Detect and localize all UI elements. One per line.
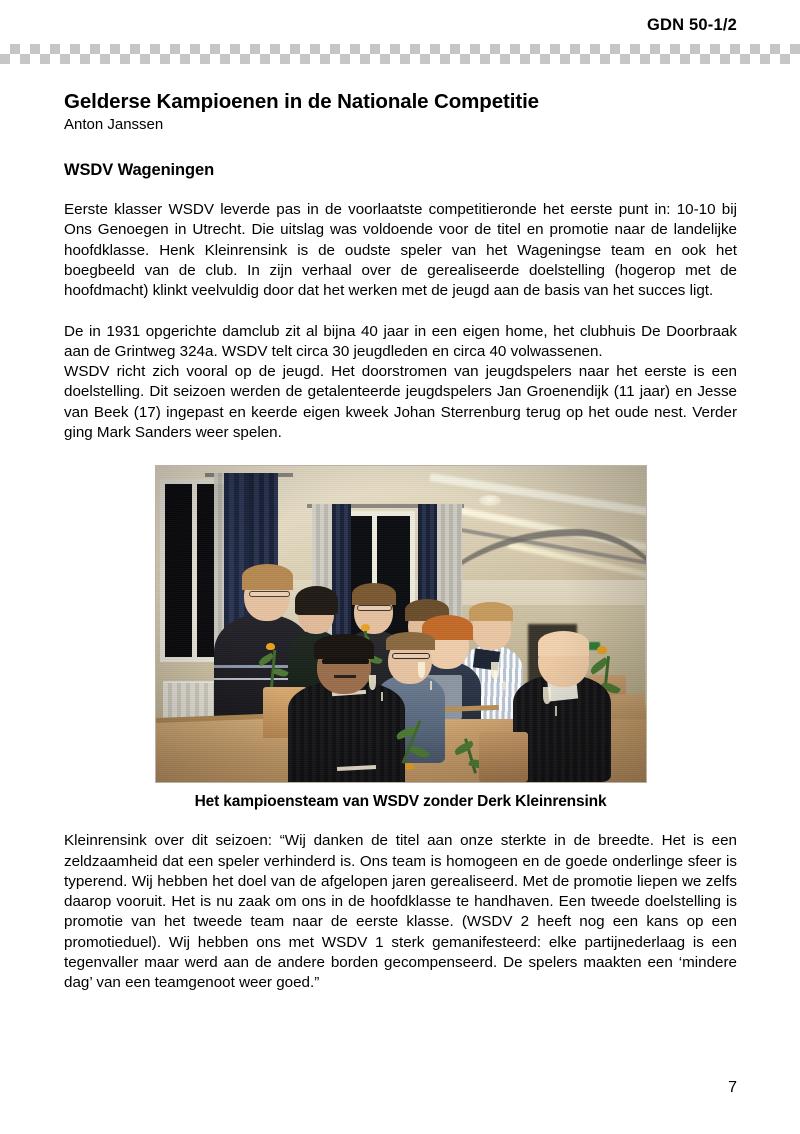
bouquet-1-flower	[266, 643, 275, 650]
person-back-3-hair	[352, 583, 396, 605]
page-header	[0, 0, 800, 68]
person-front-1-hair	[314, 634, 374, 659]
person-front-1-moustache	[334, 675, 356, 678]
person-back-1-glasses	[249, 591, 290, 597]
person-front-1-glasses	[322, 659, 369, 664]
champagne-glass-1	[418, 662, 425, 678]
champagne-glass-3	[543, 687, 551, 704]
champagne-glass-3-stem	[555, 706, 557, 716]
chair-front	[479, 732, 528, 783]
champagne-glass-4	[369, 675, 376, 690]
paragraph-2: De in 1931 opgerichte damclub zit al bijna 40 jaar in een eigen home, het clubhuis De Doorbraak aan de Grintweg 324a. WSDV telt circa 30 jeugdleden en circa 40 volwassenen.	[64, 322, 737, 360]
section-heading: WSDV Wageningen	[64, 161, 215, 180]
running-header-title: GDN 50-1/2	[646, 16, 737, 34]
article-author: Anton Janssen	[64, 116, 164, 134]
article-content	[64, 90, 737, 994]
curtain-navy-middle-a	[332, 504, 352, 649]
person-back-1-hair	[242, 564, 293, 589]
paragraph-4: Kleinrensink over dit seizoen: “Wij danken de titel aan onze sterkte in de breedte. Het is een zeldzaamheid dat een speler verhinderd is. Ons team is homogeen en de goede onderlinge sfeer is typerend. Wij hebben het doel van de afgelopen jaren gerealiseerd. Met de promotie liepen we zelfs daarop vooruit. Het is nu zaak om ons in de hoofdklasse te handhaven. Een tweede doelstelling is promotie van het tweede team naar de eerste klasse. (WSDV 2 heeft nog een kans op een promotieduel). Wij hebben ons met WSDV 1 sterk gemanifesteerd: elke partijnederlaag is een tegenvaller maar werd aan de andere borden gecompenseerd. De spelers maakten een ‘mindere dag’ van een teamgenoot weer goed.”	[64, 832, 737, 992]
person-front-3-scalp	[538, 631, 589, 656]
ceiling-dome-lamp	[479, 495, 501, 506]
champagne-glass-4-stem	[381, 692, 383, 701]
paragraph-1: Eerste klasser WSDV leverde pas in de voorlaatste competitieronde het eerste punt in: 10-10 bij Ons Genoegen in Utrecht. Die uitslag was voldoende voor de titel en promotie naar de landelijke hoofdklasse. Henk Kleinrensink is de oudste speler van het Wageningse team en ook het boegbeeld van de club. In zijn verhaal over de gerealiseerde doelstelling (hogerop met de hoofdmacht) klinkt veelvuldig door dat het werken met de jeugd aan de basis van het succes ligt.	[64, 201, 737, 300]
paragraph-3: WSDV richt zich vooral op de jeugd. Het doorstromen van jeugdspelers naar het eerste is een doelstelling. Dit seizoen werden de getalenteerde jeugdspelers Jan Groenendijk (11 jaar) en Jesse van Beek (17) ingepast en keerde eigen kweek Johan Sterrenburg terug op het oude nest. Verder ging Mark Sanders weer spelen.	[64, 363, 737, 441]
checkerboard-rule	[0, 44, 800, 64]
person-back-5-hair	[469, 602, 513, 621]
team-photo	[155, 465, 647, 783]
page-number: 7	[728, 1079, 737, 1096]
champagne-glass-2-stem	[503, 681, 505, 690]
person-front-2-glasses	[392, 653, 430, 659]
bouquet-5-flower	[597, 646, 607, 654]
team-photo-figure	[64, 465, 737, 811]
champagne-glass-1-stem	[430, 681, 432, 690]
photo-caption: Het kampioensteam van WSDV zonder Derk Kleinrensink	[194, 793, 607, 811]
person-front-2-hair	[386, 632, 435, 649]
person-back-3-glasses	[357, 605, 391, 611]
person-back-2-hair	[295, 586, 338, 614]
article-title: Gelderse Kampioenen in de Nationale Competitie	[64, 90, 539, 113]
champagne-glass-2	[491, 662, 499, 679]
